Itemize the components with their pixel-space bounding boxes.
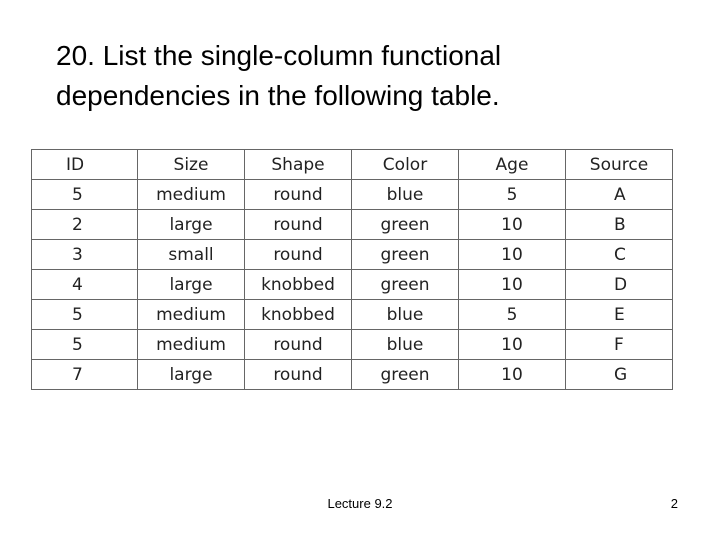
- cell-source: F: [566, 330, 673, 360]
- cell-age: 10: [459, 360, 566, 390]
- cell-shape: knobbed: [245, 270, 352, 300]
- table-row: [32, 360, 673, 390]
- cell-id: 5: [32, 330, 138, 360]
- cell-shape: round: [245, 330, 352, 360]
- table-header-row: [32, 150, 673, 180]
- dependency-table: [31, 149, 673, 390]
- table-row: [32, 300, 673, 330]
- cell-size: large: [138, 210, 245, 240]
- cell-age: 10: [459, 330, 566, 360]
- cell-age: 10: [459, 270, 566, 300]
- cell-size: medium: [138, 300, 245, 330]
- cell-id: 3: [32, 240, 138, 270]
- cell-color: blue: [352, 330, 459, 360]
- cell-size: large: [138, 360, 245, 390]
- cell-color: blue: [352, 180, 459, 210]
- cell-color: green: [352, 270, 459, 300]
- cell-size: medium: [138, 330, 245, 360]
- cell-id: 2: [32, 210, 138, 240]
- column-header-source: Source: [566, 150, 673, 180]
- table-row: [32, 180, 673, 210]
- cell-source: D: [566, 270, 673, 300]
- cell-id: 7: [32, 360, 138, 390]
- cell-shape: round: [245, 240, 352, 270]
- page-number: 2: [670, 496, 678, 511]
- cell-age: 5: [459, 180, 566, 210]
- column-header-shape: Shape: [245, 150, 352, 180]
- table-row: [32, 240, 673, 270]
- cell-id: 5: [32, 180, 138, 210]
- cell-source: B: [566, 210, 673, 240]
- cell-source: G: [566, 360, 673, 390]
- cell-shape: knobbed: [245, 300, 352, 330]
- cell-source: E: [566, 300, 673, 330]
- column-header-size: Size: [138, 150, 245, 180]
- cell-size: large: [138, 270, 245, 300]
- table-row: [32, 210, 673, 240]
- question-line-1: 20. List the single-column functional: [56, 40, 502, 71]
- cell-color: green: [352, 360, 459, 390]
- cell-age: 5: [459, 300, 566, 330]
- table-row: [32, 270, 673, 300]
- cell-color: green: [352, 240, 459, 270]
- cell-source: A: [566, 180, 673, 210]
- question-text: [56, 36, 696, 116]
- cell-color: green: [352, 210, 459, 240]
- cell-id: 5: [32, 300, 138, 330]
- column-header-age: Age: [459, 150, 566, 180]
- cell-shape: round: [245, 360, 352, 390]
- question-line-2: dependencies in the following table.: [56, 80, 500, 111]
- cell-source: C: [566, 240, 673, 270]
- column-header-id: ID: [32, 150, 138, 180]
- cell-shape: round: [245, 180, 352, 210]
- cell-color: blue: [352, 300, 459, 330]
- cell-size: medium: [138, 180, 245, 210]
- cell-shape: round: [245, 210, 352, 240]
- footer-lecture-label: Lecture 9.2: [327, 496, 393, 511]
- cell-size: small: [138, 240, 245, 270]
- table-row: [32, 330, 673, 360]
- column-header-color: Color: [352, 150, 459, 180]
- cell-age: 10: [459, 210, 566, 240]
- cell-id: 4: [32, 270, 138, 300]
- cell-age: 10: [459, 240, 566, 270]
